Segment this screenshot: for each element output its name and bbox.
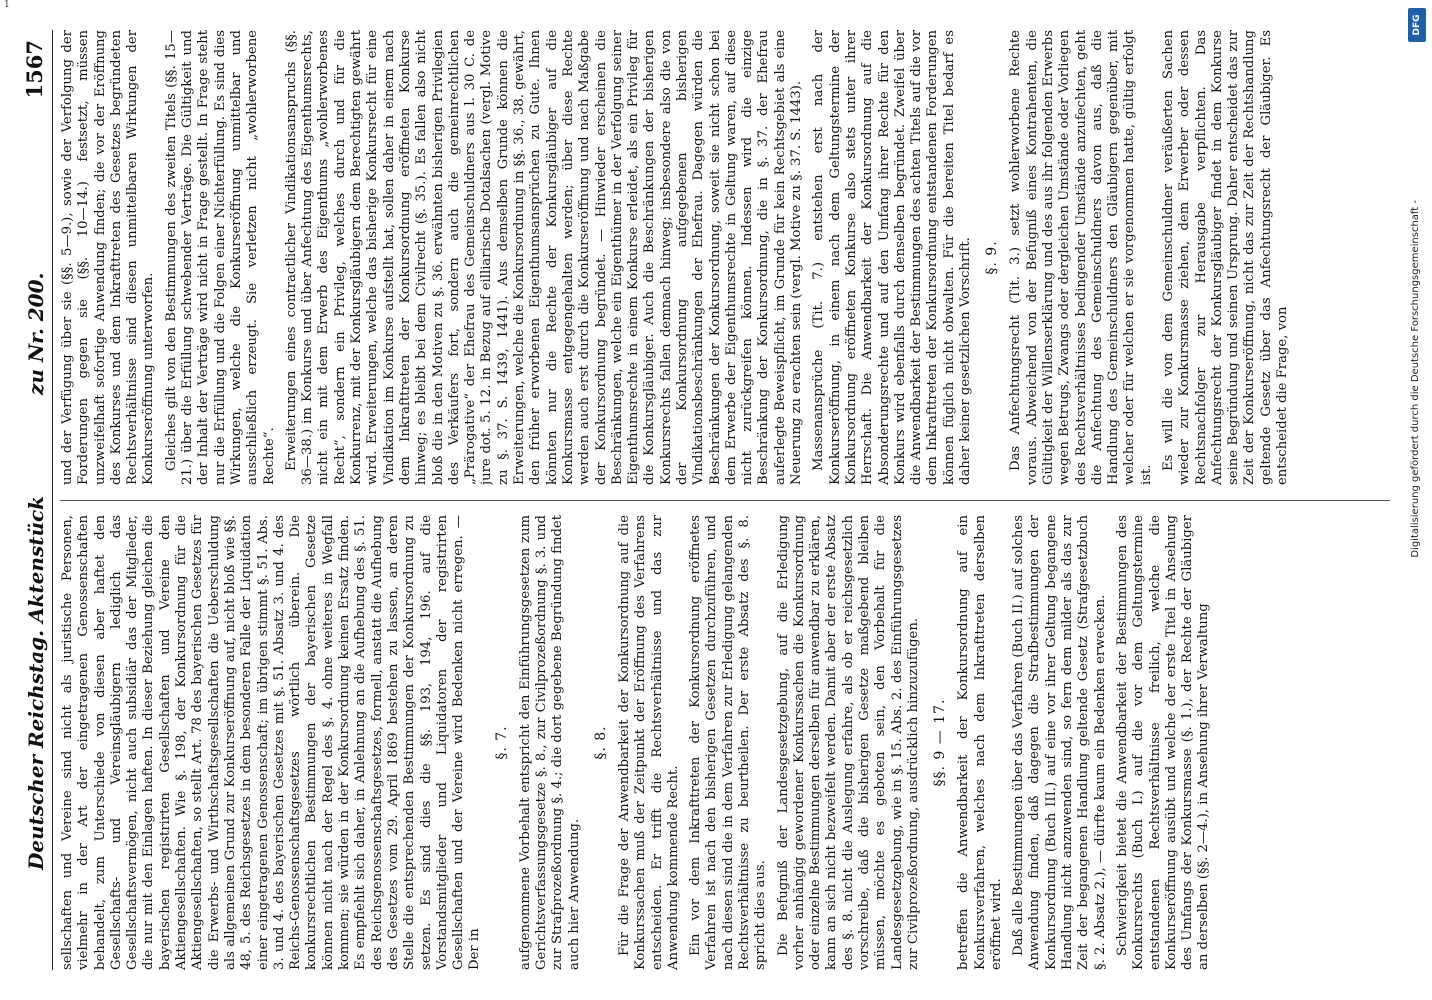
section-7-text: aufgenommene Vorbehalt entspricht den Einführungsgesetzen zum Gerichtsverfassungsgesetze §. 8., zur Civilprozeßordnung §. 3. und zur Strafprozeßordnung §. 4.; die dort gegebene Begründung findet auch hier Anwendung. bbox=[517, 515, 582, 970]
left-column bbox=[60, 515, 1400, 970]
section-9-17-text-1: betreffen die Anwendbarkeit der Konkursordnung auf ein Konkursverfahren, welches nach dem Inkrafttreten derselben eröffnet wird. bbox=[956, 515, 1004, 970]
issue-label: zu Nr. 200. bbox=[24, 272, 48, 395]
section-9-17-text-3: Schwierigkeit bietet die Anwendbarkeit der Bestimmungen des Konkursrechts (Buch I.) auf die vor dem Geltungstermine entstandenen Rechtsverhältnisse freilich, welche die Konkurseröffnung ausübt und welche der erste Titel in Ansehung des Umfangs der Konkursmasse (§. 1.), der Rechte der Gläubiger an derselben (§§. 2—4.), in Ansehung ihrer Verwaltung bbox=[1114, 515, 1212, 970]
section-9-text-2: Es will die von dem Gemeinschuldner veräußerten Sachen wieder zur Konkursmasse ziehen, dem Erwerber oder dessen Rechtsnachfolger zur Herausgabe verpflichten. Das Anfechtungsrecht der Konkursgläubiger findet in dem Konkurse seine Begründung und seinen Ursprung. Daher entscheidet das zur Zeit der Konkurseröffnung, nicht das zur Zeit der Rechtshandlung geltende Gesetz über das Anfechtungsrecht der Gläubiger. Es entscheidet die Frage, von bbox=[1161, 30, 1291, 485]
right-paragraph-3: Erweiterungen eines contractlicher Vindikationsanspruchs (§§. 36—38.) im Konkurse und über Anfechtung des Eigenthumsrechts, nicht ein mit dem Erwerb des Eigenthums „wohlerworbenes Recht“, sondern ein Privileg, welches durch und für die Konkurrenz, mit der Konkursgläubigern dem Berechtigten gewährt wird. Erweiterungen, welche das bisherige Konkursrecht für eine Vindikation im Konkurse aufstellt hat, sollen daher in einem nach dem Inkrafttreten der Konkursordnung eröffneten Konkurse hinweg; es bleibt bei dem Civilrecht (§. 35.). Es fallen also nicht bloß die in den Motiven zu §. 36. erwähnten bisherigen Privilegien des Verkäufers fort, sondern auch die gemeinrechtlichen „Prärogative“ der Ehefrau des Gemeinschuldners aus l. 30 C. de jure dot. 5. 12. in Bezug auf eilliarische Dotalsachen (vergl. Motive zu §. 37. S. 1439, 1441). Aus demselben Grunde können die Erweiterungen, welche die Konkursordnung in §§. 36., 38. gewährt, den früher erworbenen Eigenthumsansprüchen zu Gute. Ihnen könnten nur die Rechte der Konkursgläubiger auf die Konkursmasse entgegengehalten werden; über diese Rechte werden auch erst durch die Konkurseröffnung und nach Maßgabe der Konkursordnung begründet. — Hinwieder erscheinen die Beschränkungen, welche ein Eigenthümer in der Verfolgung seiner Eigenthumsrechte in einem Konkurse erleidet, als ein Privileg für die Konkursgläubiger. Auch die Beschränkungen der bisherigen Konkursrechts fallen demnach hinweg; insbesondere also die von der Konkursordnung aufgegebenen bisherigen Vindikationsbeschränkungen der Ehefrau. Dagegen würden die Beschränkungen der Konkursordnung, soweit sie nicht schon bei dem Erwerbe der Eigenthumsrechte in Geltung waren, auf diese nicht zurückgreifen können. Indessen wird die einzige Beschränkung der Konkursordnung, die in §. 37. der Ehefrau auferlegte Beweispflicht, im Grunde für kein Rechtsgebiet als eine Neuerung zu erachten sein (vergl. Motive zu §. 37. S. 1443). bbox=[283, 30, 805, 485]
section-9-text-1: Das Anfechtungsrecht (Tit. 3.) setzt wohlerworbene Rechte voraus. Abweichend von der Befugniß eines Kontrahenten, die Gültigkeit der Willenserklärung und des aus ihr folgenden Erwerbs wegen Betrugs, Zwangs oder dergleichen Umstände oder Vorliegen des Rechtsverhältnisses bedingender Umstände anzufechten, geht die Anfechtung des Gemeinschuldners davon aus, daß die Handlung des Gemeinschuldners den Gläubigern gegenüber, mit welcher oder für welchen er sie vorgenommen hatte, gültig erfolgt ist. bbox=[1008, 30, 1154, 485]
left-paragraph: sellschaften und Vereine sind nicht als juristische Personen, vielmehr in der Art der eingetragenen Genossenschaften behandelt, zum Unterschiede von diesen aber haftet den Gesellschafts- und Vereinsgläubigern lediglich das Gesellschaftsvermögen, nicht auch subsidiär das der Mitglieder, die nur mit den Einlagen haften. In dieser Beziehung gleichen die bayerischen registrirten Gesellschaften und Vereine den Aktiengesellschaften. Wie §. 198, der Konkursordnung für die Aktiengesellschaften, so stellt Art. 78 des bayerischen Gesetzes für die Erwerbs- und Wirthschaftsgesellschaften die Ueberschuldung als allgemeinen Grund zur Konkurseröffnung auf, nicht bloß wie §§. 48, 5. des Reichsgesetzes in dem besonderen Falle der Liquidation einer eingetragenen Genossenschaft; im übrigen stimmt §. 51. Abs. 3. und 4. des bayerischen Gesetzes mit §. 51. Absatz 3. und 4. des Reichs-Genossenschaftsgesetzes wörtlich überein. Die konkursrechtlichen Bestimmungen der bayerischen Gesetze können nicht nach der Regel des §. 4. ohne weiteres in Wegfall kommen; sie würden in der Konkursordnung keinen Ersatz finden. Es empfiehlt sich daher, in Anlehnung an die Aufhebung des §. 51. des Reichsgenossenschaftsgesetzes, formell, anstatt die Aufhebung des Gesetzes vom 29. April 1869 bestehen zu lassen, an deren Stelle die entsprechenden Bestimmungen der Konkursordnung zu setzen. Es sind dies die §§. 193, 194, 196. auf die Vorstandsmitglieder und Liquidatoren der registrirten Gesellschaften und der Vereine wird Bedenken nicht erregen. — Der in bbox=[60, 515, 483, 970]
right-column bbox=[60, 30, 1400, 485]
section-8-text-3: Die Befugniß der Landesgesetzgebung, auf die Erledigung vorher anhängig gewordener Konkurssachen die Konkursordnung oder einzelne Bestimmungen derselben für anwendbar zu erklären, kann an sich nicht bezweifelt werden. Damit aber der erste Absatz des §. 8. nicht die Auslegung erfahre, als ob er reichsgesetzlich vorschreibe, daß die bisherigen Gesetze maßgebend bleiben müssen, möchte es geboten sein, den Vorbehalt für die Landesgesetzgebung, wie in §. 15. Abs. 2. des Einführungsgesetzes zur Civilprozeßordnung, ausdrücklich hinzuzufügen. bbox=[775, 515, 921, 970]
corner-mark: 1 bbox=[4, 0, 10, 10]
section-heading-9: §. 9. bbox=[984, 240, 1001, 275]
page-number: 1567 bbox=[22, 40, 47, 99]
section-8-text-1: Für die Frage der Anwendbarkeit der Konkursordnung auf die Konkurssachen muß der Zeitpunkt der Eröffnung des Verfahrens entscheiden. Er trifft die Rechtsverhältnisse und das zur Anwendung kommende Recht. bbox=[616, 515, 681, 970]
column-divider bbox=[60, 500, 1390, 501]
section-heading-9-17: §§. 9 — 17. bbox=[932, 698, 949, 787]
right-paragraph-1: und der Verfügung über sie (§§. 5—9.), sowie der Verfolgung der Forderungen gegen sie (§§. 10—14.) festsetzt, müssen unzweifelhaft sofortige Anwendung finden; die vor der Eröffnung des Konkurses und dem Inkrafttreten des Gesetzes begründeten Rechtsverhältnisse sind diesen unmittelbaren Wirkungen der Konkurseröffnung unterworfen. bbox=[60, 30, 157, 485]
page-header bbox=[22, 30, 53, 970]
right-paragraph-2: Gleiches gilt von den Bestimmungen des zweiten Titels (§§. 15—21.) über die Erfüllung schwebender Verträge. Die Gültigkeit und der Inhalt der Verträge wird nicht in Frage gestellt. In Frage steht nur die Erfüllung und die Folgen einer Nichterfüllung. Es sind dies Wirkungen, welche die Konkurseröffnung unmittelbar und ausschließlich erzeugt. Sie verletzen nicht „wohlerworbene Rechte“. bbox=[163, 30, 277, 485]
section-9-17-text-2: Daß alle Bestimmungen über das Verfahren (Buch II.) auf solches Anwendung finden, daß dagegen die Strafbestimmungen der Konkursordnung (Buch III.) auf eine vor ihrer Geltung begangene Handlung nicht anzuwenden sind, so fern dem milder als das zur Zeit der begangenen Handlung geltende Gesetz (Strafgesetzbuch §. 2. Absatz 2.), — dürfte kaum ein Bedenken erwecken. bbox=[1011, 515, 1108, 970]
section-heading-8: §. 8. bbox=[592, 725, 609, 760]
section-heading-7: §. 7. bbox=[493, 725, 510, 760]
right-paragraph-4: Massenansprüche (Tit. 7.) entstehen erst nach der Konkurseröffnung, in einem nach dem Geltungstermine der Konkursordnung eröffneten Konkurse also stets unter ihrer Herrschaft. Die Anwendbarkeit der Konkursordnung auf die Absonderungsrechte und auf den Umfang ihrer Rechte für den Konkurs wird ebenfalls durch denselben begründet. Zweifel über die Anwendbarkeit der Bestimmungen des achten Titels auf die vor dem Inkrafttreten der Konkursordnung entstandenen Forderungen können füglich nicht obwalten. Für die bereiten Titel bedarf es daher keiner gesetzlichen Vorschrift. bbox=[811, 30, 974, 485]
digitization-credit bbox=[1400, 0, 1432, 1000]
dfg-logo-text: DFG bbox=[1412, 14, 1422, 36]
credit-text: Digitalisierung gefördert durch die Deutsche Forschungsgemeinschaft - bbox=[1410, 200, 1421, 558]
running-title: Deutscher Reichstag. Aktenstück bbox=[24, 495, 48, 870]
section-8-text-2: Ein vor dem Inkrafttreten der Konkursordnung eröffnetes Verfahren ist nach den bisherigen Gesetzen durchzuführen, und nach diesen sind die in dem Verfahren zur Erledigung gelangenden Rechtsverhältnisse zu beurtheilen. Der erste Absatz des §. 8. spricht dies aus. bbox=[688, 515, 769, 970]
